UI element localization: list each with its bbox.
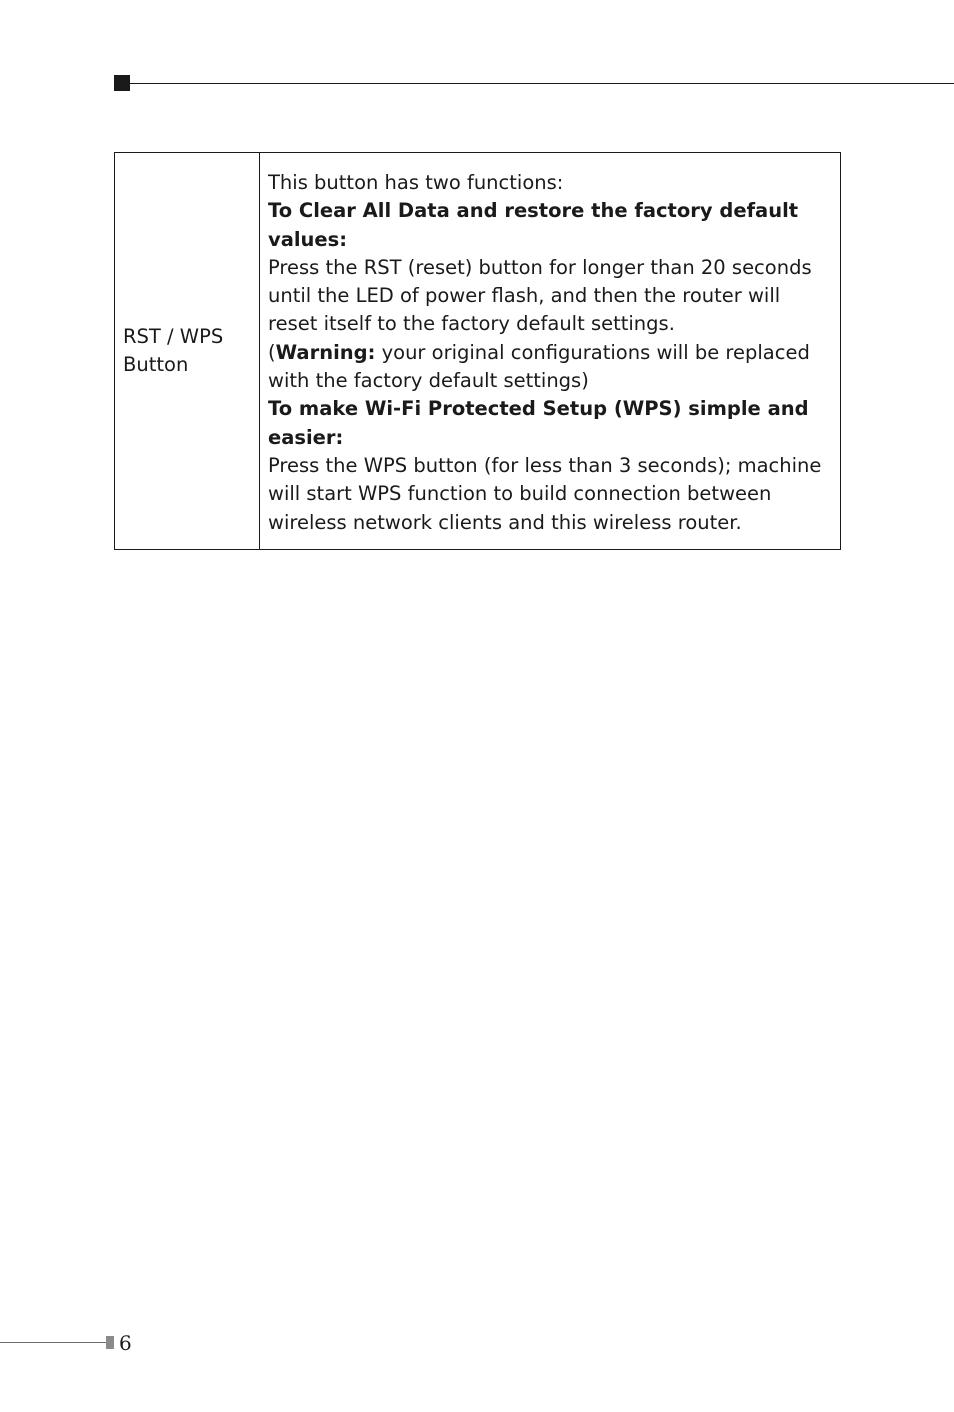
intro-text: This button has two functions: (268, 171, 564, 194)
label-line-2: Button (123, 352, 189, 376)
header-rule (130, 83, 954, 84)
footer-rule (0, 1342, 106, 1343)
warning-text: your original configurations will be replaced with the factory default settings) (268, 340, 810, 393)
table-row (115, 153, 841, 550)
warning-open-paren: ( (268, 340, 276, 364)
clear-data-text: Press the RST (reset) button for longer than 20 seconds until the LED of power flash, and then the router will reset itself to the factory default settings. (268, 255, 812, 336)
wps-text: Press the WPS button (for less than 3 seconds); machine will start WPS function to build connection between wireless network clients and this wireless router. (268, 453, 822, 534)
header-square-marker (114, 75, 130, 91)
wps-heading: To make Wi-Fi Protected Setup (WPS) simple and easier: (268, 397, 809, 449)
footer-marker (106, 1336, 114, 1349)
page-number: 6 (119, 1331, 132, 1355)
clear-data-heading: To Clear All Data and restore the factory default values: (268, 199, 799, 251)
label-line-1: RST / WPS (123, 324, 224, 348)
description-cell (260, 153, 841, 550)
warning-label: Warning: (275, 340, 376, 364)
button-description-table (114, 152, 841, 550)
warning-note (268, 339, 832, 396)
label-cell (115, 153, 260, 550)
